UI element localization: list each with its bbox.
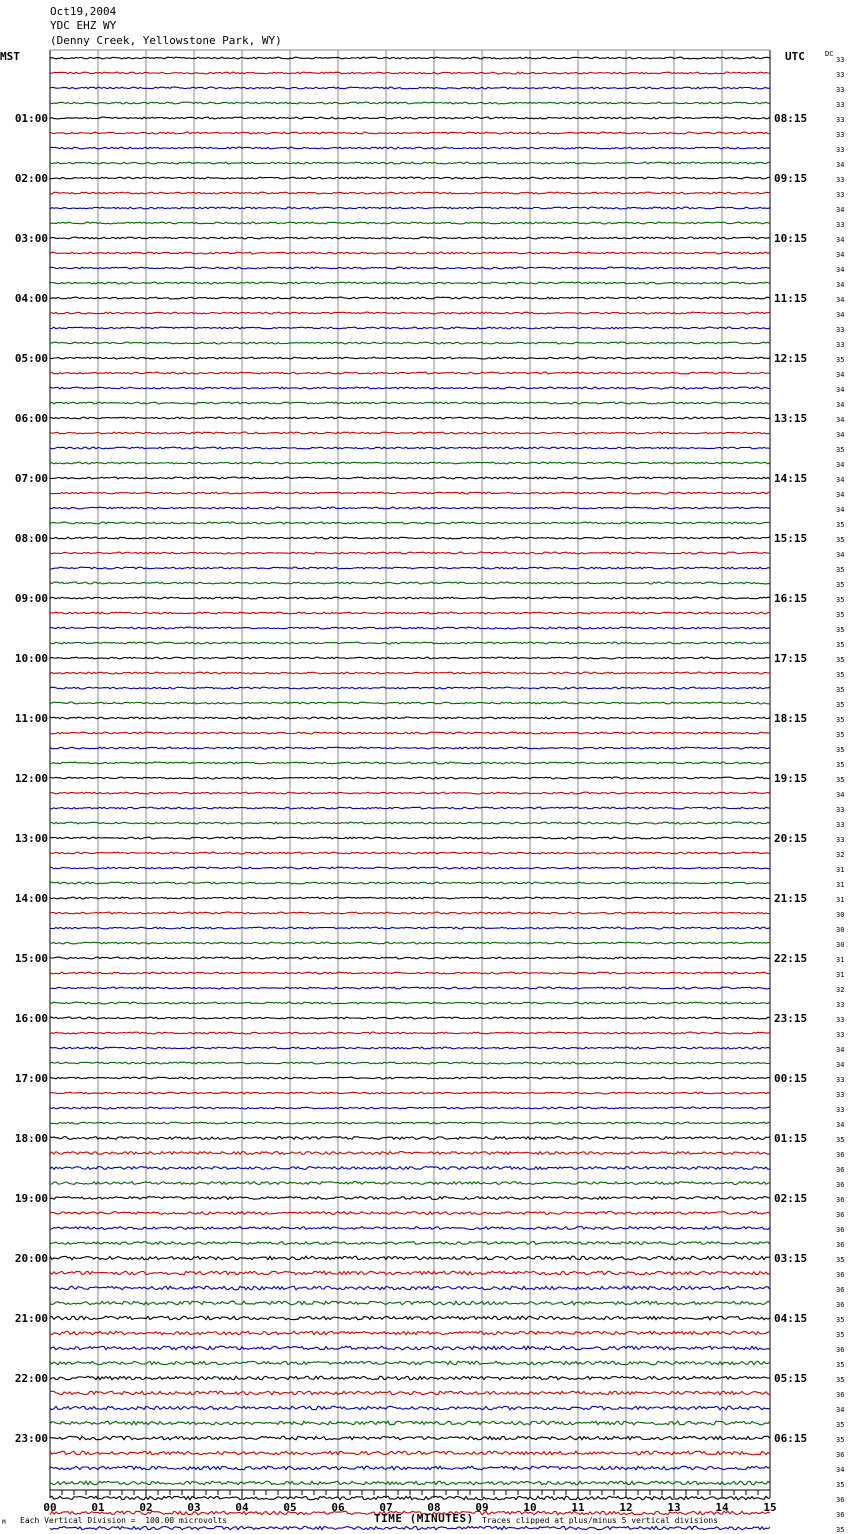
seismic-trace xyxy=(50,1032,770,1034)
dc-offset-value: 34 xyxy=(836,401,845,409)
seismic-trace xyxy=(50,1331,770,1335)
footer-corner-mark: M xyxy=(2,1519,6,1526)
utc-hour-label: 16:15 xyxy=(774,592,808,605)
dc-offset-value: 34 xyxy=(836,206,845,214)
x-tick-label: 00 xyxy=(43,1501,57,1514)
seismic-trace xyxy=(50,597,770,599)
dc-offset-value: 34 xyxy=(836,371,845,379)
dc-offset-value: 34 xyxy=(836,506,845,514)
dc-offset-value: 34 xyxy=(836,1046,845,1054)
dc-offset-value: 33 xyxy=(836,116,845,124)
dc-offset-value: 34 xyxy=(836,161,845,169)
x-tick-label: 09 xyxy=(475,1501,489,1514)
dc-offset-value: 34 xyxy=(836,551,845,559)
utc-hour-label: 15:15 xyxy=(774,532,808,545)
dc-offset-value: 34 xyxy=(836,266,845,274)
dc-offset-value: 35 xyxy=(836,626,845,634)
seismic-trace xyxy=(50,927,770,929)
dc-offset-value: 35 xyxy=(836,716,845,724)
dc-offset-value: 35 xyxy=(836,656,845,664)
dc-offset-value: 33 xyxy=(836,1076,845,1084)
dc-offset-value: 33 xyxy=(836,836,845,844)
dc-offset-value: 33 xyxy=(836,806,845,814)
seismic-trace xyxy=(50,1002,770,1004)
utc-hour-label: 17:15 xyxy=(774,652,808,665)
seismic-trace xyxy=(50,1092,770,1094)
seismic-trace xyxy=(50,1301,770,1305)
dc-offset-value: 35 xyxy=(836,1526,845,1534)
seismic-trace xyxy=(50,567,770,569)
dc-offset-value: 30 xyxy=(836,911,845,919)
seismic-trace xyxy=(50,822,770,824)
dc-offset-value: 32 xyxy=(836,986,845,994)
dc-offset-value: 36 xyxy=(836,1241,845,1249)
seismic-trace xyxy=(50,852,770,854)
seismic-trace xyxy=(50,1346,770,1350)
dc-offset-value: 31 xyxy=(836,971,845,979)
seismic-trace xyxy=(50,942,770,944)
utc-hour-label: 22:15 xyxy=(774,952,808,965)
seismic-trace xyxy=(50,147,770,149)
dc-offset-value: 35 xyxy=(836,701,845,709)
seismic-trace xyxy=(50,687,770,689)
dc-offset-value: 35 xyxy=(836,356,845,364)
mst-hour-label: 16:00 xyxy=(14,1012,48,1025)
seismic-trace xyxy=(50,1152,770,1155)
seismic-trace xyxy=(50,1137,770,1140)
utc-hour-label: 20:15 xyxy=(774,832,808,845)
utc-hour-label: 18:15 xyxy=(774,712,808,725)
seismic-trace xyxy=(50,792,770,794)
dc-offset-value: 35 xyxy=(836,1331,845,1339)
x-tick-label: 02 xyxy=(139,1501,153,1514)
seismic-trace xyxy=(50,162,770,164)
seismic-trace xyxy=(50,1451,770,1455)
dc-offset-value: 36 xyxy=(836,1346,845,1354)
dc-offset-header: DC xyxy=(825,50,834,58)
seismic-trace xyxy=(50,1017,770,1019)
seismic-trace xyxy=(50,912,770,914)
seismic-trace xyxy=(50,582,770,584)
seismic-trace xyxy=(50,237,770,239)
utc-hour-label: 11:15 xyxy=(774,292,808,305)
utc-hour-label: 10:15 xyxy=(774,232,808,245)
seismic-trace xyxy=(50,762,770,764)
dc-offset-value: 33 xyxy=(836,71,845,79)
station-location: (Denny Creek, Yellowstone Park, WY) xyxy=(50,34,282,47)
utc-hour-label: 23:15 xyxy=(774,1012,808,1025)
utc-hour-label: 06:15 xyxy=(774,1432,808,1445)
seismic-trace xyxy=(50,1107,770,1109)
mst-hour-label: 08:00 xyxy=(14,532,48,545)
seismic-trace xyxy=(50,1122,770,1124)
seismic-trace xyxy=(50,777,770,779)
dc-offset-value: 35 xyxy=(836,536,845,544)
x-tick-label: 08 xyxy=(427,1501,441,1514)
dc-offset-value: 36 xyxy=(836,1451,845,1459)
dc-offset-value: 35 xyxy=(836,1376,845,1384)
dc-offset-value: 34 xyxy=(836,281,845,289)
dc-offset-value: 36 xyxy=(836,1301,845,1309)
seismic-trace xyxy=(50,867,770,869)
x-tick-label: 05 xyxy=(283,1501,297,1514)
seismic-trace xyxy=(50,72,770,74)
mst-hour-label: 18:00 xyxy=(14,1132,48,1145)
utc-hour-label: 21:15 xyxy=(774,892,808,905)
seismic-trace xyxy=(50,477,770,479)
dc-offset-value: 35 xyxy=(836,446,845,454)
dc-offset-value: 33 xyxy=(836,146,845,154)
seismic-trace xyxy=(50,522,770,524)
dc-offset-value: 33 xyxy=(836,1106,845,1114)
seismic-trace xyxy=(50,342,770,344)
dc-offset-value: 31 xyxy=(836,866,845,874)
utc-hour-label: 12:15 xyxy=(774,352,808,365)
seismic-trace xyxy=(50,507,770,509)
dc-offset-value: 33 xyxy=(836,176,845,184)
utc-hour-label: 13:15 xyxy=(774,412,808,425)
dc-offset-value: 33 xyxy=(836,86,845,94)
seismic-trace xyxy=(50,1167,770,1170)
seismic-trace xyxy=(50,882,770,884)
mst-hour-label: 11:00 xyxy=(14,712,48,725)
seismic-trace xyxy=(50,552,770,554)
seismic-trace xyxy=(50,1197,770,1200)
utc-hour-label: 01:15 xyxy=(774,1132,808,1145)
seismic-trace xyxy=(50,1526,770,1530)
x-tick-label: 01 xyxy=(91,1501,105,1514)
seismic-trace xyxy=(50,207,770,209)
timezone-right-label: UTC xyxy=(785,50,805,63)
dc-offset-value: 36 xyxy=(836,1496,845,1504)
seismic-trace xyxy=(50,1316,770,1320)
seismic-trace xyxy=(50,657,770,659)
mst-hour-label: 04:00 xyxy=(14,292,48,305)
dc-offset-value: 36 xyxy=(836,1211,845,1219)
seismic-trace xyxy=(50,1421,770,1425)
dc-offset-value: 30 xyxy=(836,941,845,949)
dc-offset-value: 36 xyxy=(836,1286,845,1294)
dc-offset-value: 36 xyxy=(836,1181,845,1189)
dc-offset-value: 35 xyxy=(836,581,845,589)
seismic-trace xyxy=(50,1062,770,1064)
x-tick-label: 15 xyxy=(763,1501,777,1514)
dc-offset-value: 33 xyxy=(836,131,845,139)
mst-hour-label: 05:00 xyxy=(14,352,48,365)
seismic-trace xyxy=(50,192,770,194)
seismic-trace xyxy=(50,1496,770,1500)
seismic-trace xyxy=(50,1391,770,1395)
dc-offset-value: 33 xyxy=(836,1001,845,1009)
seismic-trace xyxy=(50,987,770,989)
mst-hour-label: 12:00 xyxy=(14,772,48,785)
seismic-trace xyxy=(50,537,770,539)
seismic-trace xyxy=(50,132,770,134)
dc-offset-value: 35 xyxy=(836,1256,845,1264)
dc-offset-value: 31 xyxy=(836,956,845,964)
utc-hour-label: 09:15 xyxy=(774,172,808,185)
utc-hour-label: 08:15 xyxy=(774,112,808,125)
x-tick-label: 07 xyxy=(379,1501,393,1514)
mst-hour-label: 13:00 xyxy=(14,832,48,845)
seismic-trace xyxy=(50,1212,770,1215)
dc-offset-value: 34 xyxy=(836,1466,845,1474)
x-tick-label: 11 xyxy=(571,1501,585,1514)
mst-hour-label: 02:00 xyxy=(14,172,48,185)
dc-offset-value: 35 xyxy=(836,596,845,604)
dc-offset-value: 34 xyxy=(836,416,845,424)
dc-offset-value: 35 xyxy=(836,611,845,619)
seismic-trace xyxy=(50,402,770,404)
dc-offset-value: 34 xyxy=(836,491,845,499)
dc-offset-value: 35 xyxy=(836,1436,845,1444)
dc-offset-value: 33 xyxy=(836,1091,845,1099)
x-tick-label: 06 xyxy=(331,1501,345,1514)
seismic-trace xyxy=(50,957,770,959)
dc-offset-value: 33 xyxy=(836,1031,845,1039)
seismic-trace xyxy=(50,972,770,974)
seismic-trace xyxy=(50,627,770,629)
seismic-trace xyxy=(50,447,770,449)
clipping-note: Traces clipped at plus/minus 5 vertical divisions xyxy=(482,1516,719,1525)
mst-hour-label: 21:00 xyxy=(14,1312,48,1325)
utc-hour-label: 19:15 xyxy=(774,772,808,785)
mst-hour-label: 22:00 xyxy=(14,1372,48,1385)
dc-offset-value: 34 xyxy=(836,251,845,259)
seismic-trace xyxy=(50,717,770,719)
dc-offset-value: 33 xyxy=(836,326,845,334)
dc-offset-value: 35 xyxy=(836,566,845,574)
dc-offset-value: 31 xyxy=(836,881,845,889)
dc-offset-value: 35 xyxy=(836,686,845,694)
dc-offset-value: 33 xyxy=(836,101,845,109)
dc-offset-value: 35 xyxy=(836,671,845,679)
dc-offset-value: 34 xyxy=(836,476,845,484)
dc-offset-value: 32 xyxy=(836,851,845,859)
x-tick-label: 03 xyxy=(187,1501,201,1514)
x-axis-label: TIME (MINUTES) xyxy=(374,1512,474,1525)
x-tick-label: 14 xyxy=(715,1501,729,1514)
station-code: YDC EHZ WY xyxy=(50,19,117,32)
dc-offset-value: 35 xyxy=(836,746,845,754)
dc-offset-value: 35 xyxy=(836,776,845,784)
dc-offset-value: 33 xyxy=(836,56,845,64)
seismic-trace xyxy=(50,1271,770,1275)
seismic-trace xyxy=(50,672,770,674)
seismic-trace xyxy=(50,462,770,464)
seismic-trace xyxy=(50,1481,770,1485)
x-tick-label: 13 xyxy=(667,1501,681,1514)
seismic-trace xyxy=(50,87,770,89)
seismic-trace xyxy=(50,327,770,329)
x-tick-label: 04 xyxy=(235,1501,249,1514)
seismic-trace xyxy=(50,312,770,314)
seismic-trace xyxy=(50,267,770,269)
dc-offset-value: 35 xyxy=(836,1136,845,1144)
dc-offset-value: 33 xyxy=(836,341,845,349)
seismic-trace xyxy=(50,1227,770,1230)
dc-offset-value: 31 xyxy=(836,896,845,904)
dc-offset-value: 34 xyxy=(836,386,845,394)
dc-offset-value: 33 xyxy=(836,821,845,829)
seismic-trace xyxy=(50,117,770,119)
utc-hour-label: 02:15 xyxy=(774,1192,808,1205)
x-tick-label: 10 xyxy=(523,1501,537,1514)
dc-offset-value: 34 xyxy=(836,431,845,439)
dc-offset-value: 35 xyxy=(836,641,845,649)
seismic-trace xyxy=(50,702,770,704)
seismic-trace xyxy=(50,1466,770,1470)
dc-offset-value: 35 xyxy=(836,1481,845,1489)
seismic-trace xyxy=(50,732,770,734)
seismic-trace xyxy=(50,1182,770,1185)
dc-offset-value: 34 xyxy=(836,311,845,319)
vertical-scale-note: Each Vertical Division = 100.00 microvolts xyxy=(20,1516,228,1525)
seismic-trace xyxy=(50,642,770,644)
seismic-trace xyxy=(50,1406,770,1410)
seismic-trace xyxy=(50,837,770,839)
seismic-trace xyxy=(50,417,770,419)
seismic-trace xyxy=(50,102,770,104)
seismic-trace xyxy=(50,1242,770,1245)
dc-offset-value: 36 xyxy=(836,1391,845,1399)
dc-offset-value: 36 xyxy=(836,1196,845,1204)
dc-offset-value: 36 xyxy=(836,1511,845,1519)
dc-offset-value: 36 xyxy=(836,1226,845,1234)
mst-hour-label: 20:00 xyxy=(14,1252,48,1265)
seismic-trace xyxy=(50,297,770,299)
seismic-trace xyxy=(50,57,770,59)
dc-offset-value: 36 xyxy=(836,1151,845,1159)
mst-hour-label: 10:00 xyxy=(14,652,48,665)
seismic-trace xyxy=(50,1376,770,1380)
mst-hour-label: 06:00 xyxy=(14,412,48,425)
seismic-trace xyxy=(50,387,770,389)
dc-offset-value: 34 xyxy=(836,1406,845,1414)
dc-offset-value: 34 xyxy=(836,791,845,799)
seismic-trace xyxy=(50,897,770,899)
dc-offset-value: 36 xyxy=(836,1166,845,1174)
utc-hour-label: 00:15 xyxy=(774,1072,808,1085)
seismic-trace xyxy=(50,807,770,809)
mst-hour-label: 19:00 xyxy=(14,1192,48,1205)
mst-hour-label: 17:00 xyxy=(14,1072,48,1085)
mst-hour-label: 07:00 xyxy=(14,472,48,485)
mst-hour-label: 09:00 xyxy=(14,592,48,605)
dc-offset-value: 34 xyxy=(836,1121,845,1129)
dc-offset-value: 36 xyxy=(836,1271,845,1279)
x-tick-label: 12 xyxy=(619,1501,633,1514)
seismic-trace xyxy=(50,282,770,284)
dc-offset-value: 34 xyxy=(836,461,845,469)
seismic-trace xyxy=(50,612,770,614)
seismic-trace xyxy=(50,1047,770,1049)
utc-hour-label: 14:15 xyxy=(774,472,808,485)
dc-offset-value: 34 xyxy=(836,236,845,244)
seismic-trace xyxy=(50,372,770,374)
utc-hour-label: 04:15 xyxy=(774,1312,808,1325)
dc-offset-value: 34 xyxy=(836,296,845,304)
dc-offset-value: 35 xyxy=(836,1361,845,1369)
dc-offset-value: 33 xyxy=(836,191,845,199)
seismic-trace xyxy=(50,222,770,224)
chart-date: Oct19,2004 xyxy=(50,5,117,18)
seismic-trace xyxy=(50,492,770,494)
dc-offset-value: 35 xyxy=(836,1316,845,1324)
seismic-trace xyxy=(50,252,770,254)
mst-hour-label: 14:00 xyxy=(14,892,48,905)
dc-offset-value: 33 xyxy=(836,1016,845,1024)
dc-offset-value: 35 xyxy=(836,521,845,529)
dc-offset-value: 35 xyxy=(836,1421,845,1429)
seismic-trace xyxy=(50,432,770,434)
mst-hour-label: 03:00 xyxy=(14,232,48,245)
utc-hour-label: 05:15 xyxy=(774,1372,808,1385)
mst-hour-label: 23:00 xyxy=(14,1432,48,1445)
seismic-trace xyxy=(50,1361,770,1365)
timezone-left-label: MST xyxy=(0,50,20,63)
dc-offset-value: 33 xyxy=(836,221,845,229)
mst-hour-label: 01:00 xyxy=(14,112,48,125)
seismic-trace xyxy=(50,1077,770,1079)
seismic-trace xyxy=(50,1286,770,1290)
dc-offset-value: 34 xyxy=(836,1061,845,1069)
dc-offset-value: 35 xyxy=(836,731,845,739)
dc-offset-value: 35 xyxy=(836,761,845,769)
seismic-trace xyxy=(50,1256,770,1260)
mst-hour-label: 15:00 xyxy=(14,952,48,965)
utc-hour-label: 03:15 xyxy=(774,1252,808,1265)
seismic-trace xyxy=(50,1436,770,1440)
seismic-trace xyxy=(50,177,770,179)
seismic-trace xyxy=(50,747,770,749)
dc-offset-value: 30 xyxy=(836,926,845,934)
seismic-trace xyxy=(50,357,770,359)
